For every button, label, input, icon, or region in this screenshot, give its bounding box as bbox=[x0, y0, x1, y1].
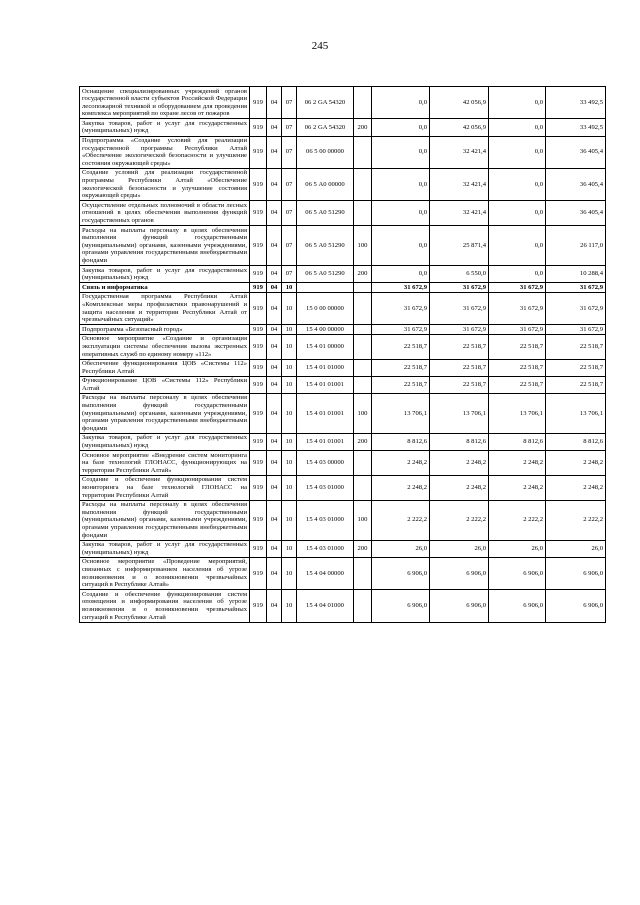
row-amount-4: 26 117,0 bbox=[546, 226, 606, 266]
row-amount-3: 8 812,6 bbox=[489, 433, 546, 450]
table-body bbox=[80, 87, 606, 623]
row-expense-type: 200 bbox=[354, 433, 372, 450]
row-amount-2: 32 421,4 bbox=[430, 136, 489, 168]
table-row bbox=[80, 590, 606, 622]
row-expense-type bbox=[354, 376, 372, 393]
table-row bbox=[80, 334, 606, 359]
row-name: Создание и обеспечение функционирования систем мониторинга на базе технологий ГЛОНАСС на территории Республики Алтай bbox=[80, 475, 250, 500]
row-grbs-code: 919 bbox=[250, 376, 267, 393]
row-amount-1: 0,0 bbox=[372, 119, 430, 136]
row-target-article: 06 5 А0 51290 bbox=[297, 266, 354, 283]
row-amount-1: 13 706,1 bbox=[372, 393, 430, 433]
row-section-code: 04 bbox=[267, 266, 282, 283]
row-amount-2: 2 248,2 bbox=[430, 451, 489, 476]
row-amount-1: 0,0 bbox=[372, 266, 430, 283]
row-amount-1: 22 518,7 bbox=[372, 359, 430, 376]
row-subsection-code: 10 bbox=[282, 433, 297, 450]
row-name: Подпрограмма «Безопасный город» bbox=[80, 325, 250, 335]
table-row bbox=[80, 283, 606, 293]
row-section-code: 04 bbox=[267, 500, 282, 540]
row-target-article: 15 4 01 01000 bbox=[297, 359, 354, 376]
row-section-code: 04 bbox=[267, 451, 282, 476]
row-section-code: 04 bbox=[267, 136, 282, 168]
row-amount-4: 2 222,2 bbox=[546, 500, 606, 540]
row-amount-2: 8 812,6 bbox=[430, 433, 489, 450]
row-amount-3: 2 222,2 bbox=[489, 500, 546, 540]
row-amount-1: 31 672,9 bbox=[372, 325, 430, 335]
row-grbs-code: 919 bbox=[250, 119, 267, 136]
row-grbs-code: 919 bbox=[250, 226, 267, 266]
row-amount-4: 8 812,6 bbox=[546, 433, 606, 450]
row-amount-1: 0,0 bbox=[372, 226, 430, 266]
row-expense-type bbox=[354, 201, 372, 226]
row-subsection-code: 07 bbox=[282, 201, 297, 226]
table-row bbox=[80, 540, 606, 557]
row-name: Государственная программа Республики Алтай «Комплексные меры профилактики правонарушений и защита населения и территории Республики Алтай от чрезвычайных ситуаций» bbox=[80, 292, 250, 324]
row-amount-3: 13 706,1 bbox=[489, 393, 546, 433]
row-grbs-code: 919 bbox=[250, 451, 267, 476]
table-row bbox=[80, 325, 606, 335]
row-name: Основное мероприятие «Проведение мероприятий, связанных с информированием населения об угрозе возникновения и о возникновении чрезвычайных ситуаций в Республике Алтай» bbox=[80, 557, 250, 589]
row-subsection-code: 10 bbox=[282, 292, 297, 324]
row-target-article: 06 5 А0 00000 bbox=[297, 168, 354, 200]
row-expense-type bbox=[354, 283, 372, 293]
row-name: Функционирование ЦОВ «Системы 112» Республики Алтай bbox=[80, 376, 250, 393]
row-grbs-code: 919 bbox=[250, 557, 267, 589]
row-amount-4: 36 405,4 bbox=[546, 136, 606, 168]
row-target-article: 06 2 GA 54320 bbox=[297, 119, 354, 136]
row-name: Закупка товаров, работ и услуг для государственных (муниципальных) нужд bbox=[80, 119, 250, 136]
row-amount-2: 22 518,7 bbox=[430, 334, 489, 359]
row-amount-4: 36 405,4 bbox=[546, 168, 606, 200]
row-grbs-code: 919 bbox=[250, 500, 267, 540]
row-amount-2: 31 672,9 bbox=[430, 283, 489, 293]
row-section-code: 04 bbox=[267, 475, 282, 500]
row-amount-3: 31 672,9 bbox=[489, 292, 546, 324]
row-target-article: 15 4 03 01000 bbox=[297, 500, 354, 540]
row-subsection-code: 10 bbox=[282, 359, 297, 376]
row-subsection-code: 10 bbox=[282, 590, 297, 622]
row-subsection-code: 10 bbox=[282, 475, 297, 500]
row-amount-1: 0,0 bbox=[372, 201, 430, 226]
row-target-article: 15 4 01 00000 bbox=[297, 334, 354, 359]
row-amount-2: 42 056,9 bbox=[430, 87, 489, 119]
row-amount-4: 6 906,0 bbox=[546, 590, 606, 622]
row-amount-3: 0,0 bbox=[489, 201, 546, 226]
row-section-code: 04 bbox=[267, 119, 282, 136]
table-row bbox=[80, 168, 606, 200]
row-expense-type bbox=[354, 87, 372, 119]
row-amount-1: 2 248,2 bbox=[372, 451, 430, 476]
row-amount-2: 2 222,2 bbox=[430, 500, 489, 540]
row-amount-2: 22 518,7 bbox=[430, 376, 489, 393]
row-subsection-code: 10 bbox=[282, 540, 297, 557]
row-amount-4: 22 518,7 bbox=[546, 359, 606, 376]
row-amount-2: 6 906,0 bbox=[430, 557, 489, 589]
row-target-article: 15 4 04 00000 bbox=[297, 557, 354, 589]
row-name: Закупка товаров, работ и услуг для государственных (муниципальных) нужд bbox=[80, 266, 250, 283]
row-expense-type bbox=[354, 475, 372, 500]
row-subsection-code: 07 bbox=[282, 226, 297, 266]
row-expense-type bbox=[354, 292, 372, 324]
row-amount-4: 2 248,2 bbox=[546, 475, 606, 500]
row-amount-1: 26,0 bbox=[372, 540, 430, 557]
row-section-code: 04 bbox=[267, 87, 282, 119]
row-amount-3: 31 672,9 bbox=[489, 283, 546, 293]
row-section-code: 04 bbox=[267, 201, 282, 226]
row-subsection-code: 07 bbox=[282, 87, 297, 119]
row-grbs-code: 919 bbox=[250, 433, 267, 450]
row-expense-type: 200 bbox=[354, 266, 372, 283]
row-section-code: 04 bbox=[267, 540, 282, 557]
row-grbs-code: 919 bbox=[250, 590, 267, 622]
row-target-article: 15 4 03 01000 bbox=[297, 475, 354, 500]
row-amount-4: 10 288,4 bbox=[546, 266, 606, 283]
row-section-code: 04 bbox=[267, 283, 282, 293]
row-expense-type bbox=[354, 590, 372, 622]
row-subsection-code: 07 bbox=[282, 168, 297, 200]
row-section-code: 04 bbox=[267, 376, 282, 393]
row-target-article: 06 5 00 00000 bbox=[297, 136, 354, 168]
row-grbs-code: 919 bbox=[250, 475, 267, 500]
row-amount-2: 31 672,9 bbox=[430, 325, 489, 335]
row-amount-2: 2 248,2 bbox=[430, 475, 489, 500]
row-target-article: 06 5 А0 51290 bbox=[297, 226, 354, 266]
row-expense-type bbox=[354, 334, 372, 359]
row-amount-3: 6 906,0 bbox=[489, 557, 546, 589]
row-amount-4: 13 706,1 bbox=[546, 393, 606, 433]
row-amount-2: 13 706,1 bbox=[430, 393, 489, 433]
row-name: Закупка товаров, работ и услуг для государственных (муниципальных) нужд bbox=[80, 433, 250, 450]
row-subsection-code: 10 bbox=[282, 451, 297, 476]
row-expense-type bbox=[354, 325, 372, 335]
table-row bbox=[80, 376, 606, 393]
row-amount-3: 0,0 bbox=[489, 136, 546, 168]
row-amount-1: 22 518,7 bbox=[372, 334, 430, 359]
row-subsection-code: 10 bbox=[282, 500, 297, 540]
row-section-code: 04 bbox=[267, 226, 282, 266]
row-expense-type: 100 bbox=[354, 226, 372, 266]
row-amount-1: 22 518,7 bbox=[372, 376, 430, 393]
row-amount-4: 6 906,0 bbox=[546, 557, 606, 589]
row-amount-1: 0,0 bbox=[372, 87, 430, 119]
table-row bbox=[80, 226, 606, 266]
row-amount-1: 2 248,2 bbox=[372, 475, 430, 500]
row-section-code: 04 bbox=[267, 334, 282, 359]
row-name: Основное мероприятие «Создание и организация эксплуатации системы обеспечения вызова экстренных оперативных служб по единому номеру «112» bbox=[80, 334, 250, 359]
row-amount-1: 2 222,2 bbox=[372, 500, 430, 540]
row-section-code: 04 bbox=[267, 325, 282, 335]
table-row bbox=[80, 359, 606, 376]
row-amount-4: 31 672,9 bbox=[546, 292, 606, 324]
table-row bbox=[80, 433, 606, 450]
row-grbs-code: 919 bbox=[250, 266, 267, 283]
page-number: 245 bbox=[311, 40, 329, 52]
table-row bbox=[80, 201, 606, 226]
row-grbs-code: 919 bbox=[250, 540, 267, 557]
row-amount-4: 22 518,7 bbox=[546, 376, 606, 393]
row-expense-type: 200 bbox=[354, 119, 372, 136]
row-expense-type: 200 bbox=[354, 540, 372, 557]
row-target-article: 06 5 А0 51290 bbox=[297, 201, 354, 226]
row-subsection-code: 10 bbox=[282, 376, 297, 393]
row-subsection-code: 07 bbox=[282, 266, 297, 283]
row-subsection-code: 07 bbox=[282, 136, 297, 168]
table-row bbox=[80, 266, 606, 283]
row-name: Расходы на выплаты персоналу в целях обеспечения выполнения функций государственными (муниципальными) органами, казенными учреждениями, органами управления государственными внебюджетными фондами bbox=[80, 226, 250, 266]
row-amount-2: 6 550,0 bbox=[430, 266, 489, 283]
row-subsection-code: 07 bbox=[282, 119, 297, 136]
row-amount-2: 22 518,7 bbox=[430, 359, 489, 376]
row-amount-1: 6 906,0 bbox=[372, 557, 430, 589]
row-section-code: 04 bbox=[267, 168, 282, 200]
row-amount-3: 22 518,7 bbox=[489, 376, 546, 393]
row-expense-type bbox=[354, 557, 372, 589]
row-amount-2: 32 421,4 bbox=[430, 201, 489, 226]
row-target-article: 15 4 01 01001 bbox=[297, 376, 354, 393]
row-amount-1: 31 672,9 bbox=[372, 283, 430, 293]
row-amount-4: 33 492,5 bbox=[546, 119, 606, 136]
row-name: Подпрограмма «Создание условий для реализации государственной программы Республики Алтай «Обеспечение экологической безопасности и улучшение состояния окружающей среды» bbox=[80, 136, 250, 168]
row-amount-3: 0,0 bbox=[489, 119, 546, 136]
row-amount-3: 22 518,7 bbox=[489, 334, 546, 359]
row-amount-1: 31 672,9 bbox=[372, 292, 430, 324]
row-amount-2: 42 056,9 bbox=[430, 119, 489, 136]
row-name: Связь и информатика bbox=[80, 283, 250, 293]
row-section-code: 04 bbox=[267, 359, 282, 376]
row-amount-3: 0,0 bbox=[489, 226, 546, 266]
row-amount-2: 25 871,4 bbox=[430, 226, 489, 266]
row-section-code: 04 bbox=[267, 433, 282, 450]
table-row bbox=[80, 87, 606, 119]
row-amount-2: 31 672,9 bbox=[430, 292, 489, 324]
row-amount-3: 31 672,9 bbox=[489, 325, 546, 335]
row-amount-3: 6 906,0 bbox=[489, 590, 546, 622]
row-subsection-code: 10 bbox=[282, 393, 297, 433]
row-name: Обеспечение функционирования ЦОВ «Системы 112» Республики Алтай bbox=[80, 359, 250, 376]
row-amount-4: 2 248,2 bbox=[546, 451, 606, 476]
row-expense-type: 100 bbox=[354, 393, 372, 433]
row-amount-4: 33 492,5 bbox=[546, 87, 606, 119]
row-grbs-code: 919 bbox=[250, 136, 267, 168]
row-name: Основное мероприятие «Внедрение систем мониторинга на базе технологий ГЛОНАСС, функционирующих на территории Республики Алтай» bbox=[80, 451, 250, 476]
row-name: Оснащение специализированных учреждений органов государственной власти субъектов Российской Федерации лесопожарной техникой и оборудованием для проведения комплекса мероприятий по охране лесов от пожаров bbox=[80, 87, 250, 119]
table-row bbox=[80, 500, 606, 540]
row-amount-1: 0,0 bbox=[372, 136, 430, 168]
row-expense-type bbox=[354, 451, 372, 476]
row-amount-4: 22 518,7 bbox=[546, 334, 606, 359]
row-target-article bbox=[297, 283, 354, 293]
row-amount-1: 8 812,6 bbox=[372, 433, 430, 450]
table-row bbox=[80, 119, 606, 136]
table-row bbox=[80, 557, 606, 589]
row-amount-3: 26,0 bbox=[489, 540, 546, 557]
row-name: Создание и обеспечение функционирования систем оповещения и информирования населения об угрозе возникновения и о возникновении чрезвычайных ситуаций в Республике Алтай bbox=[80, 590, 250, 622]
row-target-article: 15 4 01 01001 bbox=[297, 393, 354, 433]
row-expense-type bbox=[354, 136, 372, 168]
table-row bbox=[80, 292, 606, 324]
row-amount-3: 2 248,2 bbox=[489, 475, 546, 500]
row-section-code: 04 bbox=[267, 292, 282, 324]
row-grbs-code: 919 bbox=[250, 393, 267, 433]
row-expense-type bbox=[354, 168, 372, 200]
row-target-article: 15 4 03 01000 bbox=[297, 540, 354, 557]
table-row bbox=[80, 451, 606, 476]
row-amount-2: 26,0 bbox=[430, 540, 489, 557]
row-grbs-code: 919 bbox=[250, 334, 267, 359]
row-amount-3: 0,0 bbox=[489, 168, 546, 200]
row-subsection-code: 10 bbox=[282, 557, 297, 589]
row-amount-2: 32 421,4 bbox=[430, 168, 489, 200]
row-amount-4: 26,0 bbox=[546, 540, 606, 557]
row-amount-4: 31 672,9 bbox=[546, 283, 606, 293]
row-grbs-code: 919 bbox=[250, 87, 267, 119]
table-row bbox=[80, 136, 606, 168]
row-target-article: 15 4 00 00000 bbox=[297, 325, 354, 335]
row-target-article: 06 2 GA 54320 bbox=[297, 87, 354, 119]
row-amount-1: 6 906,0 bbox=[372, 590, 430, 622]
row-name: Расходы на выплаты персоналу в целях обеспечения выполнения функций государственными (муниципальными) органами, казенными учреждениями, органами управления государственными внебюджетными фондами bbox=[80, 393, 250, 433]
row-amount-3: 2 248,2 bbox=[489, 451, 546, 476]
row-name: Расходы на выплаты персоналу в целях обеспечения выполнения функций государственными (муниципальными) органами, казенными учреждениями, органами управления государственными внебюджетными фондами bbox=[80, 500, 250, 540]
row-name: Осуществление отдельных полномочий в области лесных отношений в целях обеспечения выполнения функций государственных органов bbox=[80, 201, 250, 226]
row-section-code: 04 bbox=[267, 557, 282, 589]
row-amount-4: 36 405,4 bbox=[546, 201, 606, 226]
row-subsection-code: 10 bbox=[282, 334, 297, 359]
row-amount-2: 6 906,0 bbox=[430, 590, 489, 622]
budget-table bbox=[79, 86, 606, 623]
row-amount-4: 31 672,9 bbox=[546, 325, 606, 335]
row-amount-3: 22 518,7 bbox=[489, 359, 546, 376]
row-target-article: 15 4 04 01000 bbox=[297, 590, 354, 622]
row-grbs-code: 919 bbox=[250, 201, 267, 226]
row-expense-type: 100 bbox=[354, 500, 372, 540]
row-expense-type bbox=[354, 359, 372, 376]
row-name: Закупка товаров, работ и услуг для государственных (муниципальных) нужд bbox=[80, 540, 250, 557]
row-amount-1: 0,0 bbox=[372, 168, 430, 200]
row-subsection-code: 10 bbox=[282, 325, 297, 335]
row-grbs-code: 919 bbox=[250, 292, 267, 324]
row-grbs-code: 919 bbox=[250, 168, 267, 200]
row-name: Создание условий для реализации государственной программы Республики Алтай «Обеспечение экологической безопасности и улучшение состояния окружающей среды» bbox=[80, 168, 250, 200]
row-section-code: 04 bbox=[267, 590, 282, 622]
row-grbs-code: 919 bbox=[250, 359, 267, 376]
row-target-article: 15 0 00 00000 bbox=[297, 292, 354, 324]
row-grbs-code: 919 bbox=[250, 325, 267, 335]
row-target-article: 15 4 03 00000 bbox=[297, 451, 354, 476]
row-subsection-code: 10 bbox=[282, 283, 297, 293]
row-amount-3: 0,0 bbox=[489, 87, 546, 119]
row-amount-3: 0,0 bbox=[489, 266, 546, 283]
row-grbs-code: 919 bbox=[250, 283, 267, 293]
row-section-code: 04 bbox=[267, 393, 282, 433]
table-row bbox=[80, 475, 606, 500]
table-row bbox=[80, 393, 606, 433]
row-target-article: 15 4 01 01001 bbox=[297, 433, 354, 450]
